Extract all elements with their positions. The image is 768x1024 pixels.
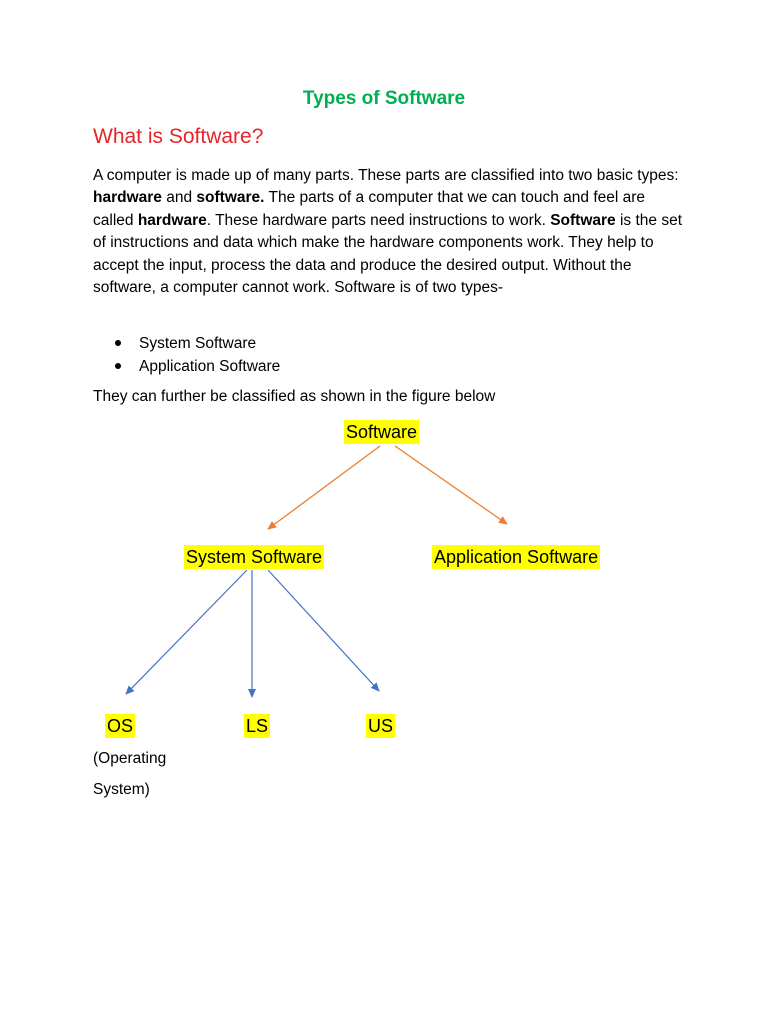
os-note-line-2: System) — [93, 781, 150, 798]
para-text: The parts of a computer that we can touch and feel are called — [93, 189, 646, 229]
arrow-system-to-os — [126, 570, 247, 694]
para-text: . These hardware parts need instructions to work. — [206, 211, 551, 229]
para-bold-software-2: Software — [550, 211, 616, 229]
para-text: is the set of instructions and data which make the hardware components work. They help to accept the input, process the data and produce the desired output. Without the software, a computer cannot work. Software is of two types- — [93, 211, 683, 297]
node-ls: LS — [246, 716, 269, 736]
arrow-software-to-system — [268, 446, 380, 529]
document-title: Types of Software — [302, 88, 466, 109]
para-text: A computer is made up of many parts. These parts are classified into two basic types: — [93, 167, 679, 184]
node-os: OS — [107, 716, 134, 736]
node-us: US — [368, 716, 394, 736]
para-bold-hardware-2: hardware — [137, 211, 207, 229]
node-application-software: Application Software — [434, 547, 599, 567]
section-heading: What is Software? — [93, 125, 264, 148]
node-system-software: System Software — [186, 547, 323, 567]
list-item-application-software: Application Software — [93, 355, 280, 378]
para-bold-hardware: hardware — [93, 189, 162, 207]
list-item-system-software: System Software — [93, 332, 280, 355]
figure-caption: They can further be classified as shown in the figure below — [93, 388, 496, 405]
arrow-system-to-us — [268, 570, 379, 691]
os-note-line-1: (Operating — [93, 750, 167, 767]
para-text: and — [161, 189, 197, 207]
node-software: Software — [346, 422, 418, 442]
arrow-software-to-application — [395, 446, 507, 524]
para-bold-software: software. — [196, 189, 265, 207]
